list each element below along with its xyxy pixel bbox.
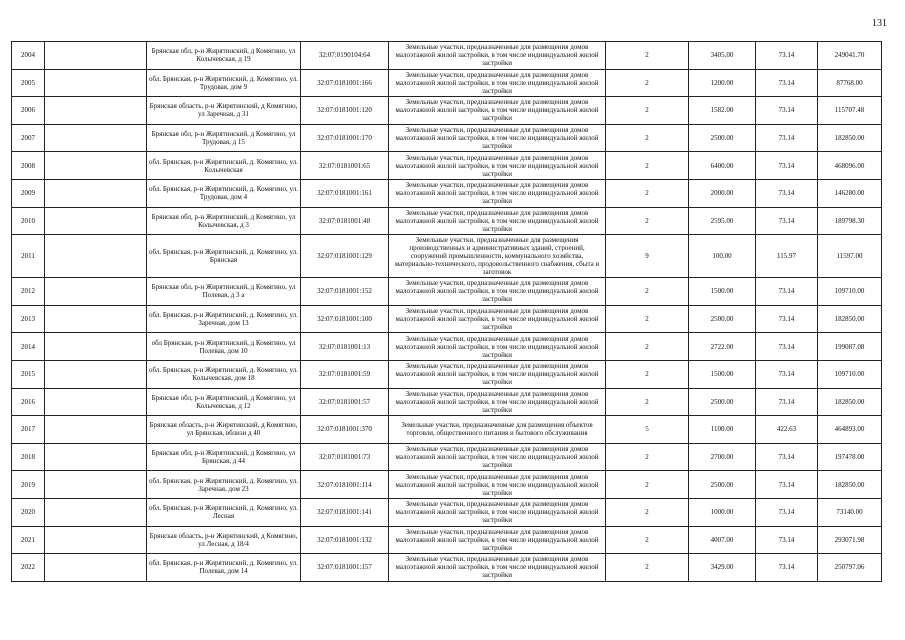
area-cell: 3429.00 [689,554,756,582]
use-group-cell: 9 [606,235,689,278]
cadastral-value-cell: 11597.00 [818,235,882,278]
record-number: 2015 [12,360,45,388]
blank-cell [45,388,147,416]
land-use-cell: Земельные участки, предназначенные для размещения домов малоэтажной жилой застройки, в том числе индивидуальной жилой застройки [389,97,606,125]
area-cell: 1100.00 [689,416,756,444]
cadastral-value-cell: 182850.00 [818,388,882,416]
record-number: 2006 [12,97,45,125]
blank-cell [45,305,147,333]
land-use-cell: Земельные участки, предназначенные для размещения объектов торговли, общественного питания и бытового обслуживания [389,416,606,444]
cadastral-value-cell: 73140.00 [818,498,882,526]
table-row [12,42,882,70]
specific-value-cell: 73.14 [756,278,818,306]
address-cell: Брянская обл, р-н Жирятинский, д Комягино, ул Брянская, д 44 [147,443,301,471]
table-row [12,471,882,499]
record-number: 2010 [12,207,45,235]
specific-value-cell: 73.14 [756,526,818,554]
table-row [12,305,882,333]
specific-value-cell: 73.14 [756,360,818,388]
blank-cell [45,526,147,554]
use-group-cell: 2 [606,179,689,207]
area-cell: 100.00 [689,235,756,278]
table-row [12,69,882,97]
specific-value-cell: 73.14 [756,498,818,526]
land-use-cell: Земельные участки, предназначенные для размещения производственных и административных зданий, строений, сооружений промышленности, коммунального хозяйства, материально-технического, продовольственного снабжения, сбыта и заготовок [389,235,606,278]
cadastral-value-cell: 109710.00 [818,360,882,388]
cadastral-number-cell: 32:07:0181001:141 [301,498,389,526]
page-number: 131 [872,18,887,29]
address-cell: обл. Брянская, р-н Жирятинский, д. Комягино, ул. Колычевская [147,152,301,180]
specific-value-cell: 73.14 [756,207,818,235]
blank-cell [45,278,147,306]
record-number: 2009 [12,179,45,207]
cadastral-number-cell: 32:07:0181001:120 [301,97,389,125]
record-number: 2016 [12,388,45,416]
record-number: 2011 [12,235,45,278]
table-row [12,333,882,361]
blank-cell [45,69,147,97]
area-cell: 6400.00 [689,152,756,180]
address-cell: обл Брянская, р-н Жирятинский, д Комягино, ул Полевая, дом 10 [147,333,301,361]
use-group-cell: 2 [606,498,689,526]
land-use-cell: Земельные участки, предназначенные для размещения домов малоэтажной жилой застройки, в том числе индивидуальной жилой застройки [389,124,606,152]
table-row [12,360,882,388]
area-cell: 1200.00 [689,69,756,97]
land-use-cell: Земельные участки, предназначенные для размещения домов малоэтажной жилой застройки, в том числе индивидуальной жилой застройки [389,333,606,361]
cadastral-value-cell: 250797.06 [818,554,882,582]
record-number: 2008 [12,152,45,180]
record-number: 2012 [12,278,45,306]
table-row [12,416,882,444]
record-number: 2019 [12,471,45,499]
cadastral-number-cell: 32:07:0181001:48 [301,207,389,235]
blank-cell [45,498,147,526]
cadastral-value-cell: 468096.00 [818,152,882,180]
record-number: 2013 [12,305,45,333]
record-number: 2017 [12,416,45,444]
use-group-cell: 2 [606,124,689,152]
use-group-cell: 2 [606,388,689,416]
table-row [12,498,882,526]
use-group-cell: 2 [606,207,689,235]
land-use-cell: Земельные участки, предназначенные для размещения домов малоэтажной жилой застройки, в том числе индивидуальной жилой застройки [389,388,606,416]
specific-value-cell: 73.14 [756,124,818,152]
record-number: 2018 [12,443,45,471]
land-use-cell: Земельные участки, предназначенные для размещения домов малоэтажной жилой застройки, в том числе индивидуальной жилой застройки [389,42,606,70]
record-number: 2004 [12,42,45,70]
use-group-cell: 2 [606,42,689,70]
cadastral-value-cell: 182850.00 [818,471,882,499]
use-group-cell: 2 [606,554,689,582]
blank-cell [45,554,147,582]
cadastral-value-cell: 464893.00 [818,416,882,444]
use-group-cell: 2 [606,471,689,499]
record-number: 2021 [12,526,45,554]
area-cell: 2000.00 [689,179,756,207]
land-use-cell: Земельные участки, предназначенные для размещения домов малоэтажной жилой застройки, в том числе индивидуальной жилой застройки [389,471,606,499]
cadastral-number-cell: 32:07:0181001:13 [301,333,389,361]
cadastral-number-cell: 32:07:0190104:64 [301,42,389,70]
cadastral-number-cell: 32:07:0181001:129 [301,235,389,278]
area-cell: 1500.00 [689,278,756,306]
address-cell: обл. Брянская, р-н Жирятинский, д. Комягино, ул. Лесная [147,498,301,526]
blank-cell [45,97,147,125]
address-cell: Брянская обл, р-н Жирятинский, д Комягино, ул Трудовая, д 15 [147,124,301,152]
blank-cell [45,152,147,180]
address-cell: обл. Брянская, р-н Жирятинский, д. Комягино, ул. Колычевская, дом 18 [147,360,301,388]
land-use-cell: Земельные участки, предназначенные для размещения домов малоэтажной жилой застройки, в том числе индивидуальной жилой застройки [389,69,606,97]
use-group-cell: 2 [606,333,689,361]
blank-cell [45,443,147,471]
cadastral-value-cell: 249041.70 [818,42,882,70]
address-cell: Брянская обл, р-н Жирятинский, д Комягино, ул Колычевская, д 3 [147,207,301,235]
address-cell: Брянская область, р-н Жирятинский, д Комягино, ул Брянская, вблизи д 40 [147,416,301,444]
table-row [12,278,882,306]
area-cell: 3405.00 [689,42,756,70]
area-cell: 1500.00 [689,360,756,388]
cadastral-number-cell: 32:07:0181001:73 [301,443,389,471]
specific-value-cell: 115.97 [756,235,818,278]
cadastral-value-cell: 182850.00 [818,305,882,333]
specific-value-cell: 73.14 [756,471,818,499]
address-cell: обл. Брянская, р-н Жирятинский, д. Комягино, ул. Заречная, дом 23 [147,471,301,499]
use-group-cell: 2 [606,526,689,554]
cadastral-number-cell: 32:07:0181001:65 [301,152,389,180]
use-group-cell: 2 [606,152,689,180]
cadastral-value-cell: 199087.08 [818,333,882,361]
cadastral-number-cell: 32:07:0181001:152 [301,278,389,306]
land-use-cell: Земельные участки, предназначенные для размещения домов малоэтажной жилой застройки, в том числе индивидуальной жилой застройки [389,360,606,388]
specific-value-cell: 422.63 [756,416,818,444]
use-group-cell: 2 [606,360,689,388]
table-row [12,526,882,554]
table-row [12,235,882,278]
area-cell: 1000.00 [689,498,756,526]
blank-cell [45,207,147,235]
land-use-cell: Земельные участки, предназначенные для размещения домов малоэтажной жилой застройки, в том числе индивидуальной жилой застройки [389,179,606,207]
specific-value-cell: 73.14 [756,554,818,582]
area-cell: 2500.00 [689,388,756,416]
use-group-cell: 2 [606,97,689,125]
table-row [12,124,882,152]
record-number: 2022 [12,554,45,582]
cadastral-number-cell: 32:07:0181001:157 [301,554,389,582]
land-use-cell: Земельные участки, предназначенные для размещения домов малоэтажной жилой застройки, в том числе индивидуальной жилой застройки [389,152,606,180]
cadastral-value-cell: 197478.00 [818,443,882,471]
address-cell: обл. Брянская, р-н Жирятинский, д. Комягино, ул. Полевая, дом 14 [147,554,301,582]
area-cell: 2700.00 [689,443,756,471]
record-number: 2007 [12,124,45,152]
specific-value-cell: 73.14 [756,443,818,471]
specific-value-cell: 73.14 [756,69,818,97]
record-number: 2014 [12,333,45,361]
cadastral-number-cell: 32:07:0181001:114 [301,471,389,499]
area-cell: 1582.00 [689,97,756,125]
cadastral-number-cell: 32:07:0181001:170 [301,124,389,152]
cadastral-value-table [11,41,882,582]
table-row [12,443,882,471]
area-cell: 2500.00 [689,471,756,499]
blank-cell [45,416,147,444]
land-use-cell: Земельные участки, предназначенные для размещения домов малоэтажной жилой застройки, в том числе индивидуальной жилой застройки [389,278,606,306]
use-group-cell: 2 [606,69,689,97]
address-cell: Брянская обл, р-н Жирятинский, д Комягино, ул Колычевская, д 12 [147,388,301,416]
use-group-cell: 2 [606,305,689,333]
land-use-cell: Земельные участки, предназначенные для размещения домов малоэтажной жилой застройки, в том числе индивидуальной жилой застройки [389,498,606,526]
blank-cell [45,360,147,388]
table-row [12,554,882,582]
use-group-cell: 2 [606,278,689,306]
address-cell: обл. Брянская, р-н Жирятинский, д. Комягино, ул. Брянская [147,235,301,278]
area-cell: 4007.00 [689,526,756,554]
area-cell: 2500.00 [689,124,756,152]
blank-cell [45,471,147,499]
blank-cell [45,179,147,207]
specific-value-cell: 73.14 [756,388,818,416]
specific-value-cell: 73.14 [756,305,818,333]
specific-value-cell: 73.14 [756,97,818,125]
land-use-cell: Земельные участки, предназначенные для размещения домов малоэтажной жилой застройки, в том числе индивидуальной жилой застройки [389,207,606,235]
cadastral-number-cell: 32:07:0181001:166 [301,69,389,97]
cadastral-number-cell: 32:07:0181001:370 [301,416,389,444]
table-row [12,152,882,180]
address-cell: Брянская обл, р-н Жирятинский, д Комягино, ул Колычевская, д 19 [147,42,301,70]
cadastral-value-cell: 115707.48 [818,97,882,125]
cadastral-value-cell: 109710.00 [818,278,882,306]
cadastral-value-cell: 189798.30 [818,207,882,235]
use-group-cell: 5 [606,416,689,444]
specific-value-cell: 73.14 [756,152,818,180]
area-cell: 2722.00 [689,333,756,361]
cadastral-number-cell: 32:07:0181001:57 [301,388,389,416]
cadastral-number-cell: 32:07:0181001:132 [301,526,389,554]
area-cell: 2595.00 [689,207,756,235]
blank-cell [45,124,147,152]
record-number: 2020 [12,498,45,526]
table-row [12,179,882,207]
cadastral-number-cell: 32:07:0181001:59 [301,360,389,388]
use-group-cell: 2 [606,443,689,471]
cadastral-value-cell: 87768.00 [818,69,882,97]
specific-value-cell: 73.14 [756,179,818,207]
land-use-cell: Земельные участки, предназначенные для размещения домов малоэтажной жилой застройки, в том числе индивидуальной жилой застройки [389,526,606,554]
address-cell: обл. Брянская, р-н Жирятинский, д. Комягино, ул. Заречная, дом 13 [147,305,301,333]
specific-value-cell: 73.14 [756,42,818,70]
address-cell: обл. Брянская, р-н Жирятинский, д. Комягино, ул. Трудовая, дом 9 [147,69,301,97]
area-cell: 2500.00 [689,305,756,333]
address-cell: Брянская область, р-н Жирятинский, д Комягино, ул Заречная, д 31 [147,97,301,125]
cadastral-number-cell: 32:07:0181001:161 [301,179,389,207]
address-cell: Брянская обл, р-н Жирятинский, д Комягино, ул Полевая, д 3 а [147,278,301,306]
cadastral-value-cell: 293071.98 [818,526,882,554]
table-row [12,388,882,416]
blank-cell [45,235,147,278]
cadastral-value-cell: 146280.00 [818,179,882,207]
cadastral-number-cell: 32:07:0181001:100 [301,305,389,333]
record-number: 2005 [12,69,45,97]
land-use-cell: Земельные участки, предназначенные для размещения домов малоэтажной жилой застройки, в том числе индивидуальной жилой застройки [389,554,606,582]
blank-cell [45,42,147,70]
blank-cell [45,333,147,361]
specific-value-cell: 73.14 [756,333,818,361]
land-use-cell: Земельные участки, предназначенные для размещения домов малоэтажной жилой застройки, в том числе индивидуальной жилой застройки [389,443,606,471]
table-row [12,207,882,235]
address-cell: обл. Брянская, р-н Жирятинский, д. Комягино, ул. Трудовая, дом 4 [147,179,301,207]
table-row [12,97,882,125]
cadastral-value-cell: 182850.00 [818,124,882,152]
address-cell: Брянская область, р-н Жирятинский, д Комягино, ул Лесная, д 18/4 [147,526,301,554]
land-use-cell: Земельные участки, предназначенные для размещения домов малоэтажной жилой застройки, в том числе индивидуальной жилой застройки [389,305,606,333]
